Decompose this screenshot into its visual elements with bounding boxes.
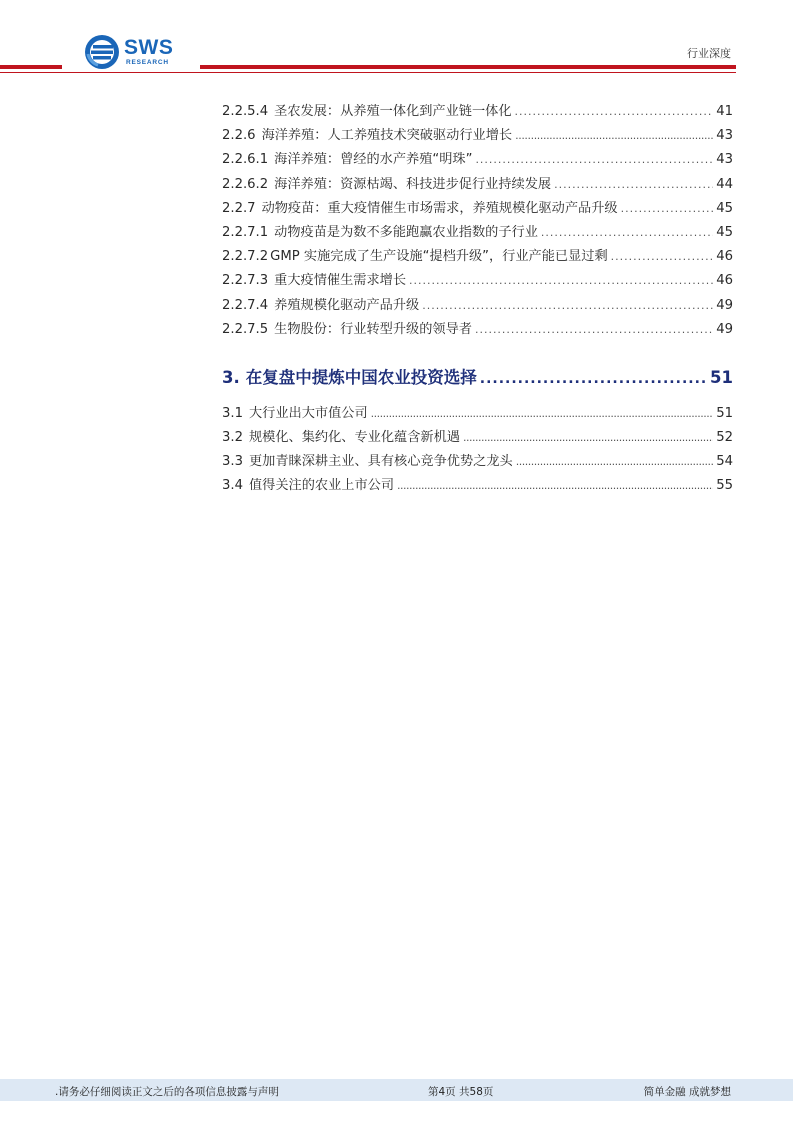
toc-entry-title: GMP 实施完成了生产设施“提档升级”，行业产能已显过剩 — [270, 249, 608, 265]
toc-entry-number: 3.3 — [222, 454, 243, 470]
toc-leader-dots — [611, 245, 714, 269]
toc-leader-dots — [516, 450, 713, 474]
document-type-label: 行业深度 — [687, 47, 731, 60]
toc-entry-page: 51 — [716, 405, 733, 421]
page-number: 第4页 共58页 — [428, 1086, 494, 1098]
toc-chapter-page: 51 — [710, 367, 733, 387]
toc-entry-number: 2.2.7.1 — [222, 224, 269, 240]
header-rule-thin — [0, 72, 736, 73]
toc-entry-number: 3.4 — [222, 478, 243, 494]
toc-entry-page: 49 — [716, 297, 733, 313]
toc-entry-number: 2.2.6.1 — [222, 152, 269, 168]
toc-leader-dots — [475, 318, 713, 342]
toc-entry-title: 重大疫情催生需求增长 — [274, 273, 407, 289]
toc-leader-dots — [621, 197, 714, 221]
toc-entry-title: 大行业出大市值公司 — [248, 405, 368, 421]
table-of-contents — [222, 100, 733, 499]
toc-entry-number: 2.2.7.2 — [222, 249, 269, 265]
toc-leader-dots — [515, 100, 714, 124]
toc-entry-page: 46 — [716, 249, 733, 265]
toc-entry[interactable] — [222, 318, 733, 342]
toc-entry-title: 生物股份：行业转型升级的领导者 — [274, 321, 472, 337]
footer-slogan: 简单金融 成就梦想 — [643, 1086, 731, 1098]
toc-leader-dots — [554, 173, 713, 197]
toc-entry[interactable] — [222, 426, 733, 450]
toc-entry-number: 2.2.7 — [222, 200, 256, 216]
toc-entry-page: 44 — [716, 176, 733, 192]
toc-entry[interactable] — [222, 294, 733, 318]
toc-entry-number: 2.2.6.2 — [222, 176, 269, 192]
toc-entry-number: 2.2.6 — [222, 128, 256, 144]
toc-entry-number: 2.2.7.5 — [222, 321, 269, 337]
toc-leader-dots — [480, 365, 707, 393]
toc-entry[interactable] — [222, 269, 733, 293]
toc-entry-page: 54 — [716, 454, 733, 470]
logo-subtitle: RESEARCH — [126, 59, 169, 66]
toc-leader-dots — [409, 269, 713, 293]
toc-entry-number: 3.1 — [222, 405, 243, 421]
sws-globe-icon — [84, 34, 120, 70]
toc-leader-dots — [463, 426, 713, 450]
toc-leader-dots — [422, 294, 713, 318]
toc-entry-title: 更加青睐深耕主业、具有核心竞争优势之龙头 — [248, 454, 513, 470]
toc-entry-page: 49 — [716, 321, 733, 337]
toc-chapter-title: 在复盘中提炼中国农业投资选择 — [245, 367, 477, 387]
toc-entry-number: 2.2.5.4 — [222, 104, 269, 119]
toc-entry-title: 规模化、集约化、专业化蕴含新机遇 — [248, 430, 460, 446]
toc-entry-title: 圣农发展：从养殖一体化到产业链一体化 — [274, 104, 512, 119]
toc-entry-page: 46 — [716, 273, 733, 289]
toc-entry-page: 43 — [716, 152, 733, 168]
toc-entry[interactable] — [222, 124, 733, 148]
company-logo — [84, 34, 194, 76]
logo-wordmark: SWS — [124, 36, 174, 59]
toc-entry-page: 55 — [716, 478, 733, 494]
toc-leader-dots — [541, 221, 713, 245]
toc-leader-dots — [515, 124, 713, 148]
toc-entry-title: 海洋养殖：资源枯竭、科技进步促行业持续发展 — [274, 176, 552, 192]
toc-entry-title: 值得关注的农业上市公司 — [248, 478, 395, 494]
toc-entry[interactable] — [222, 221, 733, 245]
toc-entry-page: 52 — [716, 430, 733, 446]
toc-entry-page: 45 — [716, 200, 733, 216]
toc-entry-number: 2.2.7.3 — [222, 273, 269, 289]
toc-entry-title: 养殖规模化驱动产品升级 — [274, 297, 420, 313]
toc-entry[interactable] — [222, 474, 733, 498]
footer-disclaimer: .请务必仔细阅读正文之后的各项信息披露与声明 — [55, 1086, 279, 1098]
toc-entry-page: 43 — [716, 128, 733, 144]
toc-entry[interactable] — [222, 245, 733, 269]
toc-entry-title: 动物疫苗是为数不多能跑赢农业指数的子行业 — [274, 224, 538, 240]
toc-chapter-entry[interactable] — [222, 364, 733, 392]
toc-entry[interactable] — [222, 450, 733, 474]
header-rule-right — [200, 65, 736, 69]
toc-entry[interactable] — [222, 402, 733, 426]
toc-entry-title: 海洋养殖：曾经的水产养殖“明珠” — [274, 152, 473, 168]
toc-leader-dots — [475, 148, 713, 172]
toc-leader-dots — [371, 402, 714, 426]
toc-chapter-number: 3. — [222, 367, 240, 387]
toc-entry-title: 海洋养殖：人工养殖技术突破驱动行业增长 — [261, 128, 513, 144]
header-rule-left — [0, 65, 62, 69]
toc-entry-title: 动物疫苗：重大疫情催生市场需求，养殖规模化驱动产品升级 — [261, 200, 618, 216]
toc-entry[interactable] — [222, 100, 733, 124]
toc-entry[interactable] — [222, 197, 733, 221]
toc-entry-number: 3.2 — [222, 430, 243, 446]
toc-entry-page: 41 — [716, 104, 733, 119]
toc-leader-dots — [397, 474, 713, 498]
toc-entry-page: 45 — [716, 224, 733, 240]
toc-entry[interactable] — [222, 173, 733, 197]
toc-entry-number: 2.2.7.4 — [222, 297, 269, 313]
toc-entry[interactable] — [222, 148, 733, 172]
